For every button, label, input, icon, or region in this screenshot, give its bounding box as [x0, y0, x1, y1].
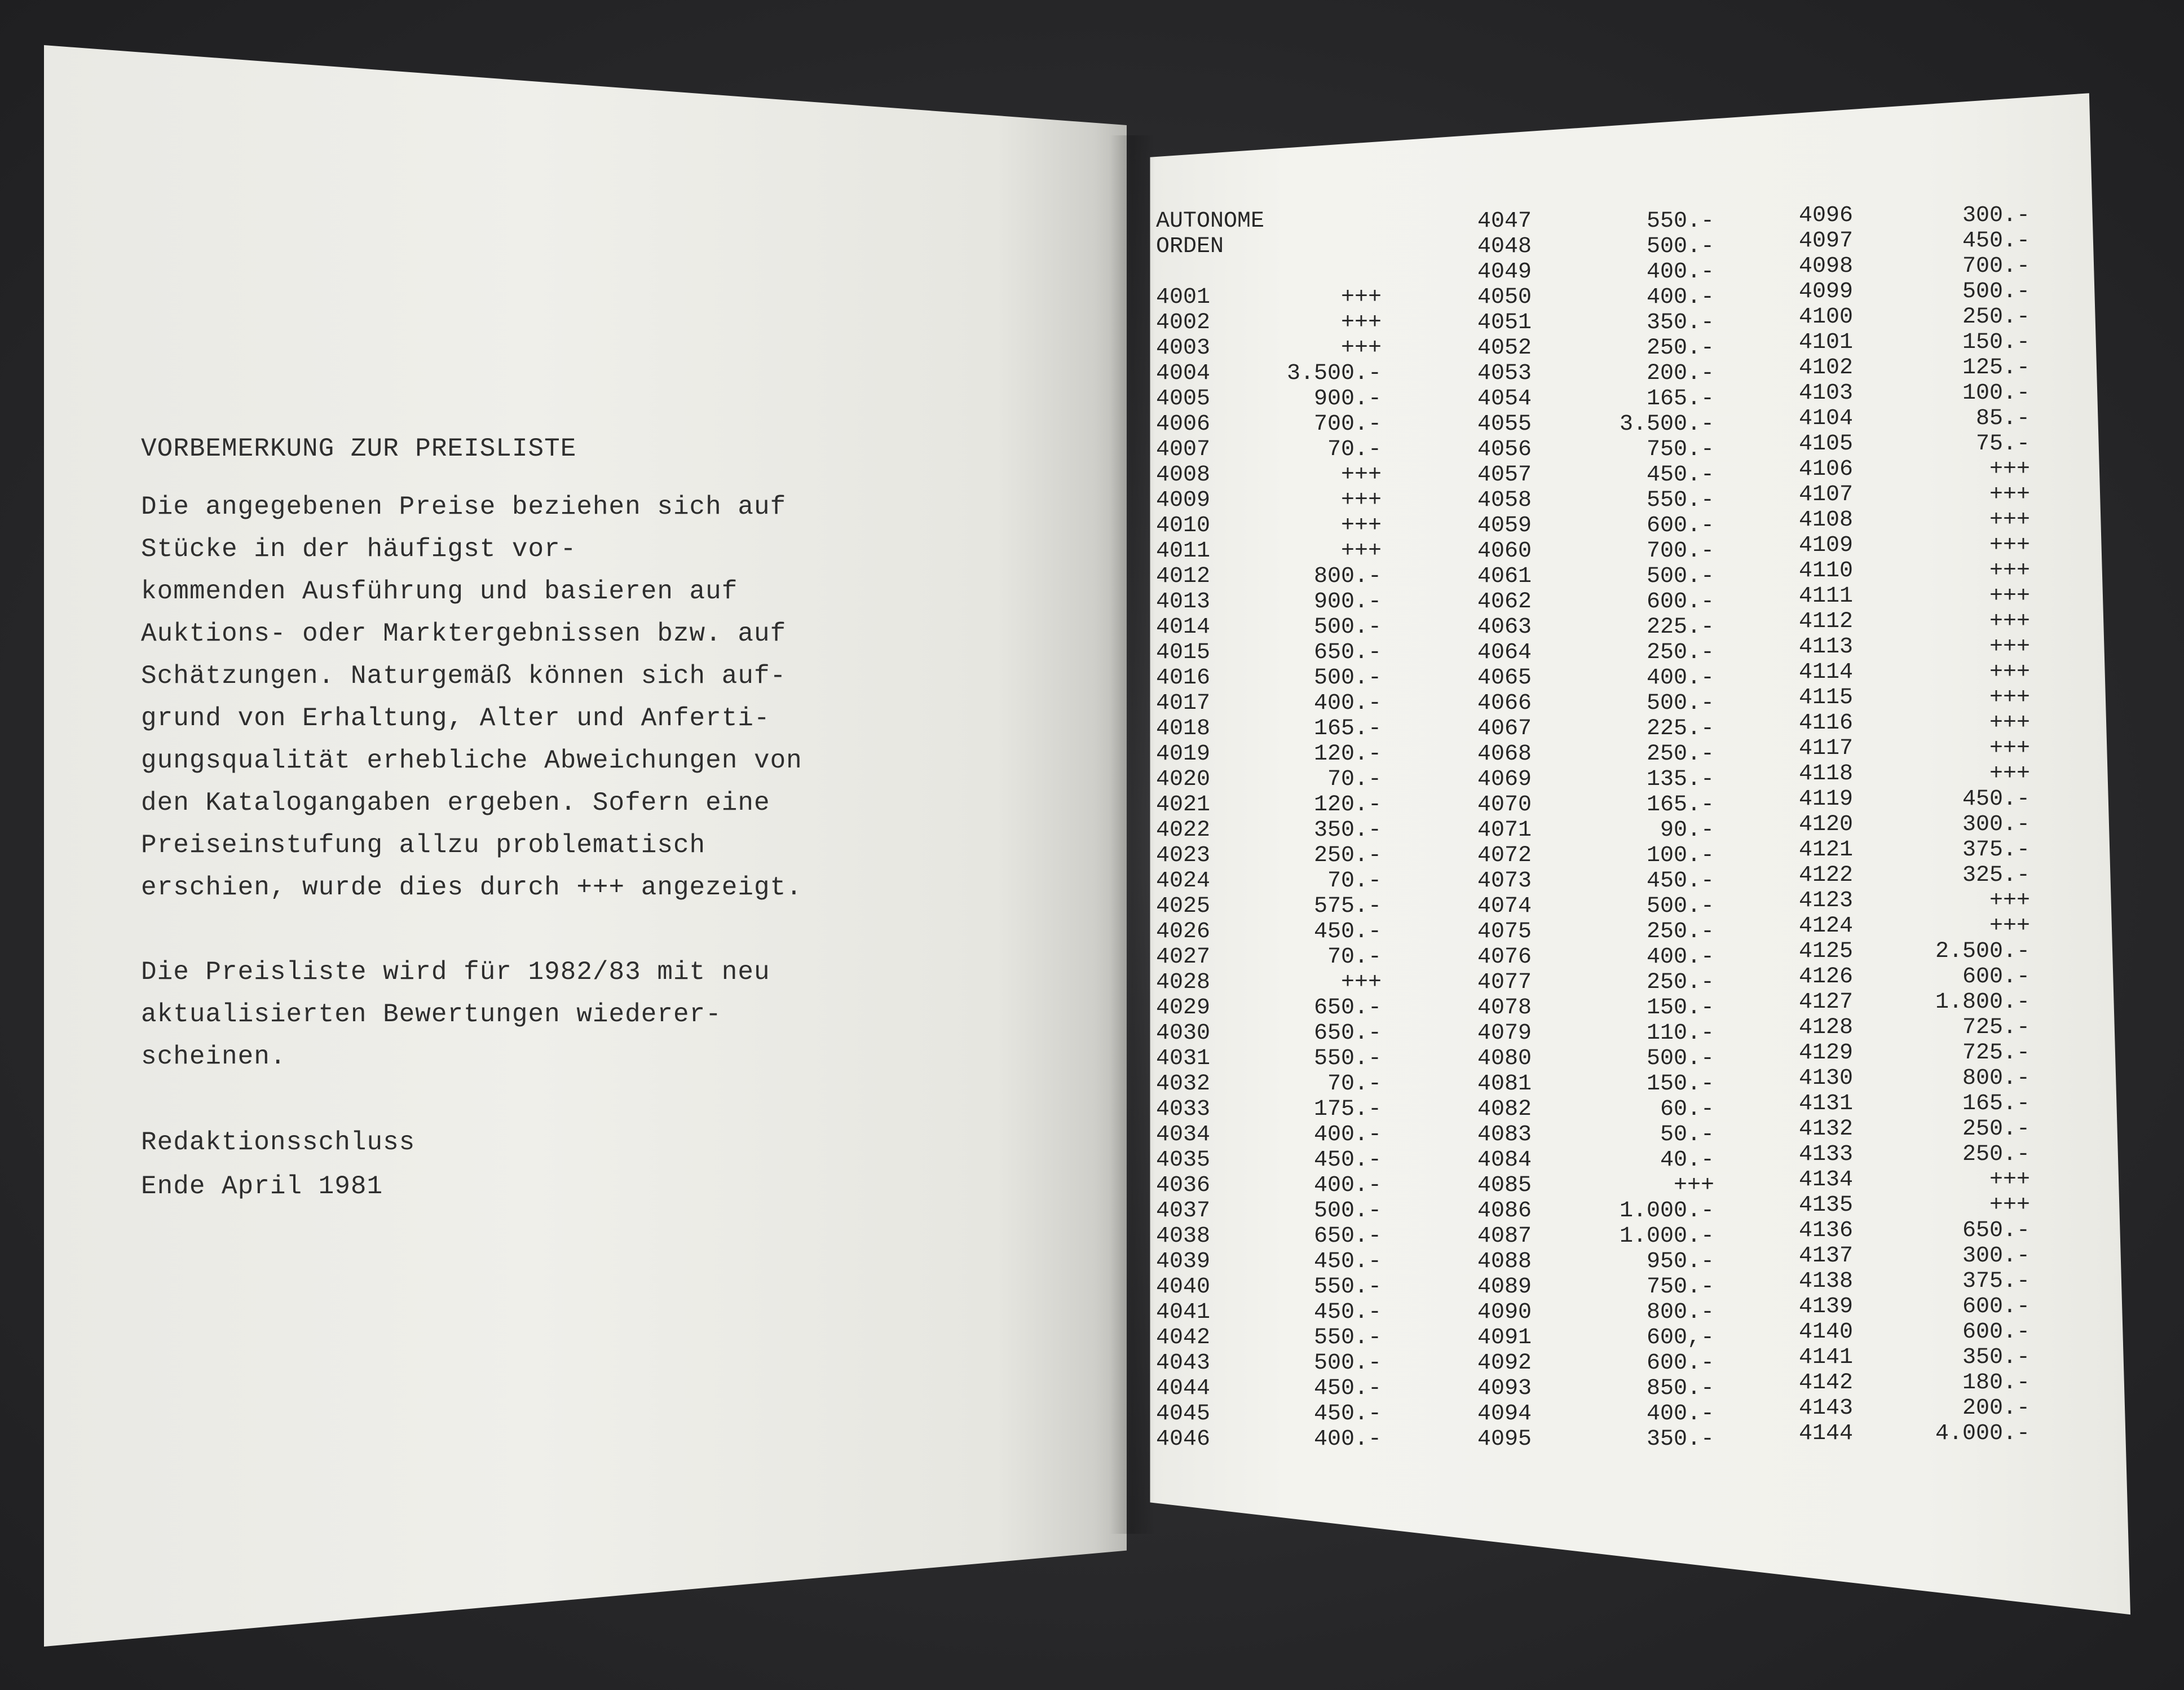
price-value: 120.- — [1313, 792, 1382, 818]
price-list — [1156, 203, 2047, 1494]
catalog-number: 4129 — [1799, 1040, 1854, 1066]
price-value: +++ — [1989, 609, 2030, 634]
catalog-number: 4011 — [1156, 539, 1211, 564]
catalog-number: 4128 — [1799, 1015, 1854, 1040]
catalog-number: 4079 — [1477, 1021, 1532, 1046]
catalog-number: 4090 — [1477, 1300, 1532, 1325]
catalog-number: 4080 — [1477, 1046, 1532, 1071]
catalog-number: 4107 — [1799, 482, 1854, 508]
catalog-number: 4066 — [1477, 691, 1532, 716]
price-value: 150.- — [1646, 1071, 1714, 1097]
price-value: 40.- — [1660, 1148, 1714, 1173]
catalog-number: 4131 — [1799, 1091, 1854, 1117]
price-value: 550.- — [1313, 1046, 1382, 1071]
price-value: 550.- — [1646, 488, 1714, 513]
price-value: 725.- — [1962, 1015, 2030, 1040]
catalog-number: 4140 — [1799, 1320, 1854, 1345]
catalog-number: 4144 — [1799, 1421, 1854, 1446]
catalog-number: 4002 — [1156, 310, 1211, 336]
catalog-number: 4059 — [1477, 513, 1532, 539]
price-value: 150.- — [1962, 330, 2030, 355]
catalog-number: 4019 — [1156, 742, 1211, 767]
price-value: 500.- — [1313, 665, 1382, 691]
price-value: 1.000.- — [1619, 1198, 1714, 1224]
price-value: 325.- — [1962, 863, 2030, 888]
catalog-number: 4022 — [1156, 818, 1211, 843]
catalog-number: 4119 — [1799, 787, 1854, 812]
catalog-number: 4033 — [1156, 1097, 1211, 1122]
price-value: +++ — [1989, 634, 2030, 660]
catalog-number: 4035 — [1156, 1148, 1211, 1173]
price-value: 600.- — [1646, 589, 1714, 615]
price-value: 800.- — [1313, 564, 1382, 589]
catalog-number: 4116 — [1799, 711, 1854, 736]
catalog-number: 4005 — [1156, 386, 1211, 412]
catalog-number: 4020 — [1156, 767, 1211, 792]
price-value: 350.- — [1646, 310, 1714, 336]
catalog-number: 4037 — [1156, 1198, 1211, 1224]
catalog-number: 4004 — [1156, 361, 1211, 386]
price-value: 500.- — [1646, 894, 1714, 919]
catalog-number: 4031 — [1156, 1046, 1211, 1071]
price-value: +++ — [1989, 685, 2030, 711]
price-value: 550.- — [1313, 1325, 1382, 1351]
catalog-number: 4088 — [1477, 1249, 1532, 1274]
price-value: 300.- — [1962, 1243, 2030, 1269]
catalog-number: 4056 — [1477, 437, 1532, 462]
price-value: 400.- — [1646, 259, 1714, 285]
catalog-number: 4023 — [1156, 843, 1211, 868]
price-value: 100.- — [1646, 843, 1714, 868]
catalog-number: 4073 — [1477, 868, 1532, 894]
catalog-number: 4114 — [1799, 660, 1854, 685]
catalog-number: 4046 — [1156, 1427, 1211, 1452]
catalog-number: 4047 — [1477, 209, 1532, 234]
price-value: 300.- — [1962, 812, 2030, 837]
price-value: 400.- — [1313, 1173, 1382, 1198]
price-value: 150.- — [1646, 995, 1714, 1021]
price-value: 650.- — [1313, 640, 1382, 665]
price-value: +++ — [1989, 533, 2030, 558]
price-value: 575.- — [1313, 894, 1382, 919]
catalog-number: 4053 — [1477, 361, 1532, 386]
price-value: 600.- — [1646, 513, 1714, 539]
price-value: 135.- — [1646, 767, 1714, 792]
price-value: 350.- — [1313, 818, 1382, 843]
catalog-number: 4061 — [1477, 564, 1532, 589]
catalog-number: 4010 — [1156, 513, 1211, 539]
price-value: 165.- — [1646, 386, 1714, 412]
price-value: 2.500.- — [1935, 939, 2030, 964]
catalog-number: 4089 — [1477, 1274, 1532, 1300]
catalog-number: 4097 — [1799, 228, 1854, 254]
catalog-number: 4111 — [1799, 584, 1854, 609]
price-value: 250.- — [1646, 919, 1714, 945]
catalog-number: 4112 — [1799, 609, 1854, 634]
price-value: 900.- — [1313, 589, 1382, 615]
catalog-number: 4008 — [1156, 462, 1211, 488]
price-value: +++ — [1340, 488, 1382, 513]
catalog-number: 4060 — [1477, 539, 1532, 564]
price-value: 70.- — [1327, 945, 1382, 970]
price-value: 450.- — [1962, 787, 2030, 812]
catalog-number: 4054 — [1477, 386, 1532, 412]
price-value: 500.- — [1313, 1198, 1382, 1224]
price-value: 650.- — [1313, 995, 1382, 1021]
catalog-number: 4133 — [1799, 1142, 1854, 1167]
catalog-number: 4017 — [1156, 691, 1211, 716]
catalog-number: 4042 — [1156, 1325, 1211, 1351]
catalog-number: 4063 — [1477, 615, 1532, 640]
price-value: +++ — [1673, 1173, 1714, 1198]
catalog-number: 4049 — [1477, 259, 1532, 285]
price-value: +++ — [1989, 761, 2030, 787]
catalog-number: 4084 — [1477, 1148, 1532, 1173]
catalog-number: 4135 — [1799, 1193, 1854, 1218]
preface-paragraph-1: Die angegebenen Preise beziehen sich auf Stücke in der häufigst vor- kommenden Ausführung und basieren auf Auktions- oder Marktergebnissen bzw. auf Schätzungen. Naturgemäß können sich auf- grund von Erhaltung, Alter und Anferti- gungsqualität erhebliche Abweichungen von den Katalogangaben ergeben. Sofern eine Preiseinstufung allzu problematisch erschien, wurde dies durch +++ angezeigt. — [141, 492, 802, 902]
price-value: 375.- — [1962, 1269, 2030, 1294]
price-value: +++ — [1989, 508, 2030, 533]
price-value: 120.- — [1313, 742, 1382, 767]
price-value: 400.- — [1313, 691, 1382, 716]
catalog-number: 4076 — [1477, 945, 1532, 970]
catalog-number: 4081 — [1477, 1071, 1532, 1097]
catalog-number: 4120 — [1799, 812, 1854, 837]
catalog-number: 4038 — [1156, 1224, 1211, 1249]
price-value: 600,- — [1646, 1325, 1714, 1351]
catalog-number: 4108 — [1799, 508, 1854, 533]
price-value: +++ — [1989, 457, 2030, 482]
catalog-number: 4048 — [1477, 234, 1532, 259]
catalog-number: 4134 — [1799, 1167, 1854, 1193]
catalog-number: 4115 — [1799, 685, 1854, 711]
catalog-number: 4122 — [1799, 863, 1854, 888]
price-value: +++ — [1340, 285, 1382, 310]
price-value: 250.- — [1962, 1142, 2030, 1167]
price-value: 125.- — [1962, 355, 2030, 381]
price-value: 375.- — [1962, 837, 2030, 863]
catalog-number: 4058 — [1477, 488, 1532, 513]
price-value: 110.- — [1646, 1021, 1714, 1046]
price-value: 85.- — [1975, 406, 2030, 431]
price-value: 450.- — [1646, 868, 1714, 894]
catalog-number: 4032 — [1156, 1071, 1211, 1097]
price-value: 250.- — [1313, 843, 1382, 868]
catalog-number: 4025 — [1156, 894, 1211, 919]
catalog-number: 4083 — [1477, 1122, 1532, 1148]
catalog-number: 4110 — [1799, 558, 1854, 584]
preface-paragraph-2: Die Preisliste wird für 1982/83 mit neu aktualisierten Bewertungen wiederer- scheinen. — [141, 957, 770, 1071]
price-value: 850.- — [1646, 1376, 1714, 1401]
price-value: 200.- — [1962, 1396, 2030, 1421]
price-value: +++ — [1340, 310, 1382, 336]
catalog-number: 4052 — [1477, 336, 1532, 361]
price-value: 500.- — [1646, 234, 1714, 259]
catalog-number: 4029 — [1156, 995, 1211, 1021]
catalog-number: 4123 — [1799, 888, 1854, 914]
price-value: 450.- — [1313, 1148, 1382, 1173]
catalog-number: 4098 — [1799, 254, 1854, 279]
catalog-number: 4096 — [1799, 203, 1854, 228]
catalog-number: 4138 — [1799, 1269, 1854, 1294]
price-value: 165.- — [1962, 1091, 2030, 1117]
price-value: 400.- — [1646, 665, 1714, 691]
price-value: 250.- — [1962, 305, 2030, 330]
price-value: 300.- — [1962, 203, 2030, 228]
catalog-number: 4143 — [1799, 1396, 1854, 1421]
price-value: 500.- — [1313, 615, 1382, 640]
catalog-number: 4087 — [1477, 1224, 1532, 1249]
catalog-number: 4014 — [1156, 615, 1211, 640]
catalog-number: 4139 — [1799, 1294, 1854, 1320]
price-value: +++ — [1989, 711, 2030, 736]
catalog-number: 4093 — [1477, 1376, 1532, 1401]
catalog-number: 4071 — [1477, 818, 1532, 843]
catalog-number: 4006 — [1156, 412, 1211, 437]
catalog-number: 4040 — [1156, 1274, 1211, 1300]
price-value: 50.- — [1660, 1122, 1714, 1148]
price-value: 400.- — [1313, 1427, 1382, 1452]
catalog-number: 4127 — [1799, 990, 1854, 1015]
price-value: +++ — [1989, 888, 2030, 914]
price-value: 700.- — [1646, 539, 1714, 564]
catalog-number: 4027 — [1156, 945, 1211, 970]
catalog-number: 4039 — [1156, 1249, 1211, 1274]
price-value: 200.- — [1646, 361, 1714, 386]
price-value: 725.- — [1962, 1040, 2030, 1066]
price-value: 750.- — [1646, 1274, 1714, 1300]
price-value: 165.- — [1313, 716, 1382, 742]
price-value: 450.- — [1313, 1300, 1382, 1325]
price-value: 550.- — [1646, 209, 1714, 234]
catalog-number: 4102 — [1799, 355, 1854, 381]
price-value: 90.- — [1660, 818, 1714, 843]
price-value: 700.- — [1313, 412, 1382, 437]
catalog-number: 4105 — [1799, 431, 1854, 457]
price-value: 1.800.- — [1935, 990, 2030, 1015]
section-title: AUTONOME ORDEN — [1156, 209, 1265, 259]
price-value: +++ — [1340, 336, 1382, 361]
price-value: 400.- — [1646, 1401, 1714, 1427]
price-value: 165.- — [1646, 792, 1714, 818]
catalog-number: 4067 — [1477, 716, 1532, 742]
price-value: 450.- — [1962, 228, 2030, 254]
price-value: +++ — [1989, 1167, 2030, 1193]
price-value: 500.- — [1962, 279, 2030, 305]
price-value: 450.- — [1313, 919, 1382, 945]
price-value: 650.- — [1962, 1218, 2030, 1243]
price-value: 4.000.- — [1935, 1421, 2030, 1446]
catalog-number: 4051 — [1477, 310, 1532, 336]
catalog-number: 4092 — [1477, 1351, 1532, 1376]
catalog-number: 4121 — [1799, 837, 1854, 863]
preface-heading: VORBEMERKUNG ZUR PREISLISTE — [141, 434, 577, 464]
catalog-number: 4007 — [1156, 437, 1211, 462]
catalog-number: 4100 — [1799, 305, 1854, 330]
price-value: 450.- — [1313, 1401, 1382, 1427]
catalog-number: 4009 — [1156, 488, 1211, 513]
preface-text — [141, 434, 874, 1208]
price-value: 180.- — [1962, 1370, 2030, 1396]
catalog-number: 4099 — [1799, 279, 1854, 305]
price-value: 1.000.- — [1619, 1224, 1714, 1249]
catalog-number: 4028 — [1156, 970, 1211, 995]
catalog-number: 4091 — [1477, 1325, 1532, 1351]
catalog-number: 4124 — [1799, 914, 1854, 939]
price-value: 400.- — [1646, 945, 1714, 970]
catalog-number: 4064 — [1477, 640, 1532, 665]
price-value: +++ — [1989, 584, 2030, 609]
price-value: +++ — [1989, 1193, 2030, 1218]
price-value: +++ — [1989, 736, 2030, 761]
catalog-number: 4050 — [1477, 285, 1532, 310]
catalog-number: 4065 — [1477, 665, 1532, 691]
catalog-number: 4069 — [1477, 767, 1532, 792]
price-value: 350.- — [1962, 1345, 2030, 1370]
catalog-number: 4125 — [1799, 939, 1854, 964]
catalog-number: 4074 — [1477, 894, 1532, 919]
catalog-number: 4024 — [1156, 868, 1211, 894]
catalog-number: 4095 — [1477, 1427, 1532, 1452]
catalog-number: 4126 — [1799, 964, 1854, 990]
catalog-number: 4044 — [1156, 1376, 1211, 1401]
catalog-number: 4078 — [1477, 995, 1532, 1021]
price-value: 500.- — [1646, 564, 1714, 589]
price-value: 600.- — [1962, 1320, 2030, 1345]
price-value: +++ — [1989, 914, 2030, 939]
catalog-number: 4034 — [1156, 1122, 1211, 1148]
catalog-number: 4016 — [1156, 665, 1211, 691]
price-value: 700.- — [1962, 254, 2030, 279]
catalog-number: 4117 — [1799, 736, 1854, 761]
price-value: 70.- — [1327, 767, 1382, 792]
price-value: +++ — [1989, 482, 2030, 508]
price-value: 500.- — [1646, 691, 1714, 716]
price-value: 175.- — [1313, 1097, 1382, 1122]
catalog-number: 4068 — [1477, 742, 1532, 767]
price-value: 450.- — [1313, 1249, 1382, 1274]
price-value: 70.- — [1327, 868, 1382, 894]
catalog-number: 4021 — [1156, 792, 1211, 818]
catalog-number: 4113 — [1799, 634, 1854, 660]
price-value: 600.- — [1962, 1294, 2030, 1320]
price-value: 3.500.- — [1286, 361, 1382, 386]
catalog-number: 4082 — [1477, 1097, 1532, 1122]
price-value: +++ — [1340, 513, 1382, 539]
catalog-number: 4109 — [1799, 533, 1854, 558]
catalog-number: 4015 — [1156, 640, 1211, 665]
catalog-number: 4072 — [1477, 843, 1532, 868]
catalog-number: 4132 — [1799, 1117, 1854, 1142]
price-value: 550.- — [1313, 1274, 1382, 1300]
catalog-number: 4094 — [1477, 1401, 1532, 1427]
catalog-number: 4026 — [1156, 919, 1211, 945]
catalog-number: 4137 — [1799, 1243, 1854, 1269]
price-value: 75.- — [1975, 431, 2030, 457]
catalog-number: 4013 — [1156, 589, 1211, 615]
price-value: 500.- — [1646, 1046, 1714, 1071]
catalog-number: 4043 — [1156, 1351, 1211, 1376]
catalog-number: 4118 — [1799, 761, 1854, 787]
price-value: 950.- — [1646, 1249, 1714, 1274]
price-value: +++ — [1989, 660, 2030, 685]
catalog-number: 4045 — [1156, 1401, 1211, 1427]
price-value: 500.- — [1313, 1351, 1382, 1376]
price-value: 250.- — [1646, 970, 1714, 995]
price-value: 650.- — [1313, 1021, 1382, 1046]
catalog-number: 4057 — [1477, 462, 1532, 488]
price-value: 600.- — [1962, 964, 2030, 990]
price-value: 350.- — [1646, 1427, 1714, 1452]
catalog-number: 4055 — [1477, 412, 1532, 437]
catalog-number: 4003 — [1156, 336, 1211, 361]
price-value: 450.- — [1313, 1376, 1382, 1401]
catalog-number: 4012 — [1156, 564, 1211, 589]
booklet-gutter — [1110, 135, 1155, 1534]
price-value: 800.- — [1646, 1300, 1714, 1325]
price-value: 800.- — [1962, 1066, 2030, 1091]
price-value: 225.- — [1646, 716, 1714, 742]
catalog-number: 4103 — [1799, 381, 1854, 406]
catalog-number: 4104 — [1799, 406, 1854, 431]
catalog-number: 4001 — [1156, 285, 1211, 310]
price-value: 650.- — [1313, 1224, 1382, 1249]
price-value: 250.- — [1646, 336, 1714, 361]
catalog-number: 4101 — [1799, 330, 1854, 355]
price-value: 60.- — [1660, 1097, 1714, 1122]
catalog-number: 4070 — [1477, 792, 1532, 818]
price-value: 250.- — [1646, 640, 1714, 665]
catalog-number: 4136 — [1799, 1218, 1854, 1243]
price-value: +++ — [1340, 539, 1382, 564]
catalog-number: 4106 — [1799, 457, 1854, 482]
price-value: 400.- — [1313, 1122, 1382, 1148]
price-value: 600.- — [1646, 1351, 1714, 1376]
price-value: 450.- — [1646, 462, 1714, 488]
catalog-number: 4142 — [1799, 1370, 1854, 1396]
price-value: +++ — [1340, 462, 1382, 488]
editorial-deadline: Redaktionsschluss Ende April 1981 — [141, 1128, 416, 1201]
price-value: 250.- — [1646, 742, 1714, 767]
catalog-number: 4077 — [1477, 970, 1532, 995]
catalog-number: 4030 — [1156, 1021, 1211, 1046]
price-value: 70.- — [1327, 437, 1382, 462]
catalog-number: 4075 — [1477, 919, 1532, 945]
price-value: 100.- — [1962, 381, 2030, 406]
catalog-number: 4018 — [1156, 716, 1211, 742]
price-value: 900.- — [1313, 386, 1382, 412]
price-value: 750.- — [1646, 437, 1714, 462]
price-value: 250.- — [1962, 1117, 2030, 1142]
catalog-number: 4130 — [1799, 1066, 1854, 1091]
price-value: 70.- — [1327, 1071, 1382, 1097]
catalog-number: 4086 — [1477, 1198, 1532, 1224]
catalog-number: 4085 — [1477, 1173, 1532, 1198]
catalog-number: 4141 — [1799, 1345, 1854, 1370]
catalog-number: 4036 — [1156, 1173, 1211, 1198]
price-value: 3.500.- — [1619, 412, 1714, 437]
catalog-number: 4062 — [1477, 589, 1532, 615]
price-value: 225.- — [1646, 615, 1714, 640]
catalog-number: 4041 — [1156, 1300, 1211, 1325]
price-value: 400.- — [1646, 285, 1714, 310]
price-value: +++ — [1340, 970, 1382, 995]
price-value: +++ — [1989, 558, 2030, 584]
